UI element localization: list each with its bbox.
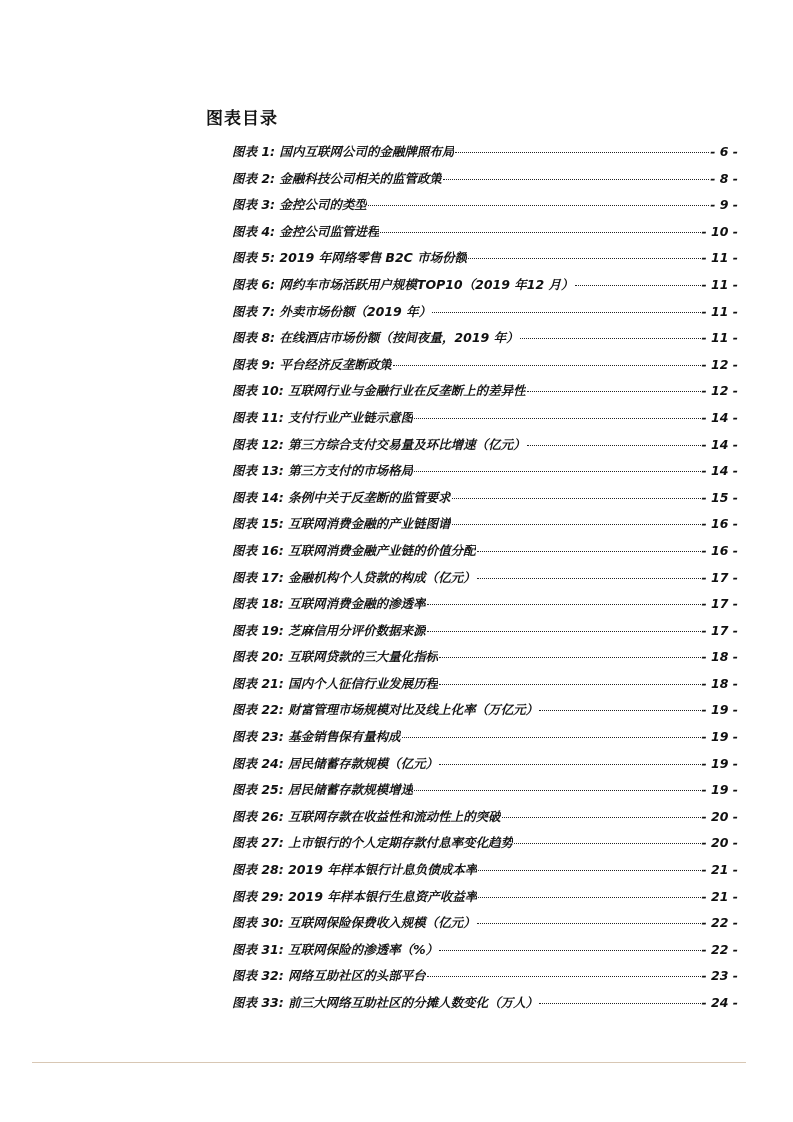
- toc-entry-page: - 11 -: [701, 250, 738, 266]
- toc-entry[interactable]: [232, 887, 738, 914]
- toc-entry[interactable]: [232, 727, 738, 754]
- toc-entry-page: - 24 -: [701, 995, 738, 1010]
- toc-entry-label: 图表 14:: [232, 489, 284, 505]
- toc-entry-page: - 16 -: [701, 542, 738, 558]
- toc-entry-label: 图表 21:: [232, 675, 284, 691]
- toc-entry-page: - 12 -: [701, 356, 738, 372]
- toc-entry-page: - 20 -: [701, 835, 738, 851]
- toc-entry-page: - 9 -: [710, 197, 738, 213]
- dot-leader: [439, 684, 700, 685]
- dot-leader: [432, 312, 700, 313]
- toc-entry[interactable]: [232, 169, 738, 196]
- toc-entry[interactable]: [232, 328, 738, 355]
- toc-entry-page: - 18 -: [701, 675, 738, 691]
- toc-entry-label: 图表 8:: [232, 330, 276, 346]
- toc-entry-title: 互联网保险保费收入规模（亿元）: [288, 915, 476, 931]
- toc-entry-title: 条例中关于反垄断的监管要求: [288, 489, 451, 505]
- toc-entry[interactable]: [232, 195, 738, 222]
- figure-index-list: [232, 142, 738, 1020]
- toc-entry-label: 图表 12:: [232, 436, 284, 452]
- toc-entry[interactable]: [232, 461, 738, 488]
- toc-entry-label: 图表 24:: [232, 755, 284, 771]
- toc-entry-title: 第三方综合支付交易量及环比增速（亿元）: [288, 436, 526, 452]
- dot-leader: [477, 551, 701, 552]
- toc-entry-title: 网约车市场活跃用户规模TOP10（2019 年12 月）: [279, 276, 574, 292]
- toc-entry-page: - 17 -: [701, 596, 738, 612]
- toc-entry-page: - 19 -: [701, 755, 738, 771]
- toc-entry-title: 外卖市场份额（2019 年）: [279, 303, 432, 319]
- toc-entry-label: 图表 18:: [232, 596, 284, 612]
- toc-entry-title: 居民储蓄存款规模增速: [288, 782, 414, 798]
- toc-entry-page: - 14 -: [701, 409, 738, 425]
- toc-entry[interactable]: [232, 700, 738, 727]
- toc-entry-title: 前三大网络互助社区的分摊人数变化（万人）: [288, 995, 539, 1010]
- toc-entry-title: 金融机构个人贷款的构成（亿元）: [288, 569, 476, 585]
- toc-entry[interactable]: [232, 435, 738, 462]
- toc-entry[interactable]: [232, 541, 738, 568]
- toc-entry-label: 图表 3:: [232, 197, 276, 213]
- toc-entry-label: 图表 23:: [232, 729, 284, 745]
- toc-entry-label: 图表 4:: [232, 223, 276, 239]
- toc-entry[interactable]: [232, 621, 738, 648]
- toc-entry[interactable]: [232, 568, 738, 595]
- toc-entry-label: 图表 27:: [232, 835, 284, 851]
- toc-entry-title: 芝麻信用分评价数据来源: [288, 622, 426, 638]
- dot-leader: [514, 843, 700, 844]
- toc-entry[interactable]: [232, 674, 738, 701]
- toc-entry-label: 图表 33:: [232, 995, 284, 1010]
- toc-entry-page: - 19 -: [701, 702, 738, 718]
- toc-entry-label: 图表 2:: [232, 170, 276, 186]
- toc-entry[interactable]: [232, 754, 738, 781]
- toc-entry-page: - 21 -: [701, 888, 738, 904]
- toc-entry[interactable]: [232, 488, 738, 515]
- toc-entry-title: 金控公司监管进程: [279, 223, 380, 239]
- toc-entry-title: 互联网存款在收益性和流动性上的突破: [288, 808, 501, 824]
- toc-entry-title: 金控公司的类型: [279, 197, 367, 213]
- dot-leader: [427, 604, 701, 605]
- toc-entry-label: 图表 1:: [232, 144, 276, 159]
- toc-entry-page: - 17 -: [701, 622, 738, 638]
- toc-entry-title: 2019 年样本银行计息负债成本率: [288, 862, 478, 878]
- toc-entry-label: 图表 26:: [232, 808, 284, 824]
- toc-entry-page: - 11 -: [701, 330, 738, 346]
- toc-entry-label: 图表 31:: [232, 941, 284, 957]
- toc-entry-title: 2019 年网络零售 B2C 市场份额: [279, 250, 468, 266]
- dot-leader: [402, 737, 701, 738]
- toc-entry[interactable]: [232, 647, 738, 674]
- toc-entry-label: 图表 20:: [232, 649, 284, 665]
- toc-entry-page: - 16 -: [701, 516, 738, 532]
- dot-leader: [368, 205, 709, 206]
- toc-entry-title: 互联网消费金融的产业链图谱: [288, 516, 451, 532]
- toc-entry-title: 第三方支付的市场格局: [288, 463, 414, 479]
- dot-leader: [478, 870, 700, 871]
- toc-entry-page: - 21 -: [701, 862, 738, 878]
- toc-entry-title: 2019 年样本银行生息资产收益率: [288, 888, 478, 904]
- toc-entry[interactable]: [232, 913, 738, 940]
- toc-entry-label: 图表 30:: [232, 915, 284, 931]
- dot-leader: [427, 631, 701, 632]
- toc-entry-title: 金融科技公司相关的监管政策: [279, 170, 442, 186]
- toc-entry-label: 图表 17:: [232, 569, 284, 585]
- dot-leader: [414, 418, 700, 419]
- toc-entry-page: - 8 -: [710, 170, 738, 186]
- toc-entry[interactable]: [232, 302, 738, 329]
- toc-entry-label: 图表 6:: [232, 276, 276, 292]
- toc-entry-page: - 17 -: [701, 569, 738, 585]
- toc-entry-page: - 10 -: [701, 223, 738, 239]
- dot-leader: [527, 445, 701, 446]
- toc-entry-page: - 6 -: [710, 144, 738, 159]
- toc-entry-page: - 19 -: [701, 782, 738, 798]
- toc-entry-title: 财富管理市场规模对比及线上化率（万亿元）: [288, 702, 539, 718]
- dot-leader: [452, 498, 701, 499]
- dot-leader: [502, 817, 701, 818]
- toc-entry-label: 图表 32:: [232, 968, 284, 984]
- toc-heading: 图表目录: [206, 109, 278, 129]
- toc-entry-label: 图表 29:: [232, 888, 284, 904]
- toc-entry-title: 互联网保险的渗透率（%）: [288, 941, 439, 957]
- toc-entry-label: 图表 19:: [232, 622, 284, 638]
- dot-leader: [414, 790, 700, 791]
- dot-leader: [439, 764, 700, 765]
- toc-entry-title: 居民储蓄存款规模（亿元）: [288, 755, 439, 771]
- toc-entry-title: 支付行业产业链示意图: [288, 409, 414, 425]
- toc-entry-page: - 15 -: [701, 489, 738, 505]
- toc-entry[interactable]: [232, 142, 738, 169]
- toc-entry-label: 图表 28:: [232, 862, 284, 878]
- toc-entry[interactable]: [232, 780, 738, 807]
- dot-leader: [477, 578, 701, 579]
- toc-entry-label: 图表 25:: [232, 782, 284, 798]
- toc-entry-label: 图表 16:: [232, 542, 284, 558]
- toc-entry[interactable]: [232, 594, 738, 621]
- toc-entry[interactable]: [232, 833, 738, 860]
- dot-leader: [539, 1003, 700, 1004]
- toc-entry[interactable]: [232, 381, 738, 408]
- toc-entry-page: - 11 -: [701, 303, 738, 319]
- toc-entry-page: - 23 -: [701, 968, 738, 984]
- toc-entry[interactable]: [232, 514, 738, 541]
- toc-entry[interactable]: [232, 275, 738, 302]
- dot-leader: [477, 923, 701, 924]
- dot-leader: [414, 471, 700, 472]
- dot-leader: [527, 391, 701, 392]
- toc-entry-label: 图表 5:: [232, 250, 276, 266]
- toc-entry-title: 互联网消费金融的渗透率: [288, 596, 426, 612]
- toc-entry[interactable]: [232, 222, 738, 249]
- dot-leader: [452, 524, 701, 525]
- toc-entry-page: - 18 -: [701, 649, 738, 665]
- toc-entry-page: - 14 -: [701, 436, 738, 452]
- toc-entry-label: 图表 10:: [232, 383, 284, 399]
- toc-entry[interactable]: [232, 860, 738, 887]
- dot-leader: [520, 338, 701, 339]
- dot-leader: [468, 258, 700, 259]
- toc-entry-title: 在线酒店市场份额（按间夜量，2019 年）: [279, 330, 519, 346]
- dot-leader: [443, 179, 709, 180]
- toc-entry[interactable]: [232, 966, 738, 993]
- dot-leader: [539, 710, 700, 711]
- toc-entry-page: - 22 -: [701, 915, 738, 931]
- dot-leader: [427, 976, 701, 977]
- toc-entry-title: 上市银行的个人定期存款付息率变化趋势: [288, 835, 514, 851]
- dot-leader: [575, 285, 701, 286]
- toc-entry-page: - 20 -: [701, 808, 738, 824]
- toc-entry-title: 国内个人征信行业发展历程: [288, 675, 439, 691]
- toc-entry[interactable]: [232, 355, 738, 382]
- dot-leader: [478, 897, 700, 898]
- dot-leader: [439, 950, 700, 951]
- dot-leader: [439, 657, 700, 658]
- toc-entry-page: - 11 -: [701, 276, 738, 292]
- toc-entry-title: 网络互助社区的头部平台: [288, 968, 426, 984]
- toc-entry-title: 平台经济反垄断政策: [279, 356, 392, 372]
- toc-entry-page: - 22 -: [701, 941, 738, 957]
- dot-leader: [393, 365, 701, 366]
- toc-entry-label: 图表 15:: [232, 516, 284, 532]
- dot-leader: [380, 232, 700, 233]
- toc-entry[interactable]: [232, 940, 738, 967]
- toc-entry-label: 图表 9:: [232, 356, 276, 372]
- toc-entry-title: 互联网消费金融产业链的价值分配: [288, 542, 476, 558]
- footer-divider: [32, 1062, 746, 1063]
- toc-entry-label: 图表 11:: [232, 409, 284, 425]
- toc-entry[interactable]: [232, 807, 738, 834]
- toc-entry-label: 图表 7:: [232, 303, 276, 319]
- toc-entry-label: 图表 22:: [232, 702, 284, 718]
- toc-entry-title: 互联网贷款的三大量化指标: [288, 649, 439, 665]
- toc-entry-label: 图表 13:: [232, 463, 284, 479]
- toc-entry-page: - 12 -: [701, 383, 738, 399]
- toc-entry[interactable]: [232, 248, 738, 275]
- toc-entry[interactable]: [232, 993, 738, 1020]
- toc-entry[interactable]: [232, 408, 738, 435]
- toc-entry-page: - 14 -: [701, 463, 738, 479]
- dot-leader: [455, 152, 709, 153]
- toc-entry-title: 互联网行业与金融行业在反垄断上的差异性: [288, 383, 526, 399]
- toc-entry-title: 基金销售保有量构成: [288, 729, 401, 745]
- toc-entry-page: - 19 -: [701, 729, 738, 745]
- toc-entry-title: 国内互联网公司的金融牌照布局: [279, 144, 455, 159]
